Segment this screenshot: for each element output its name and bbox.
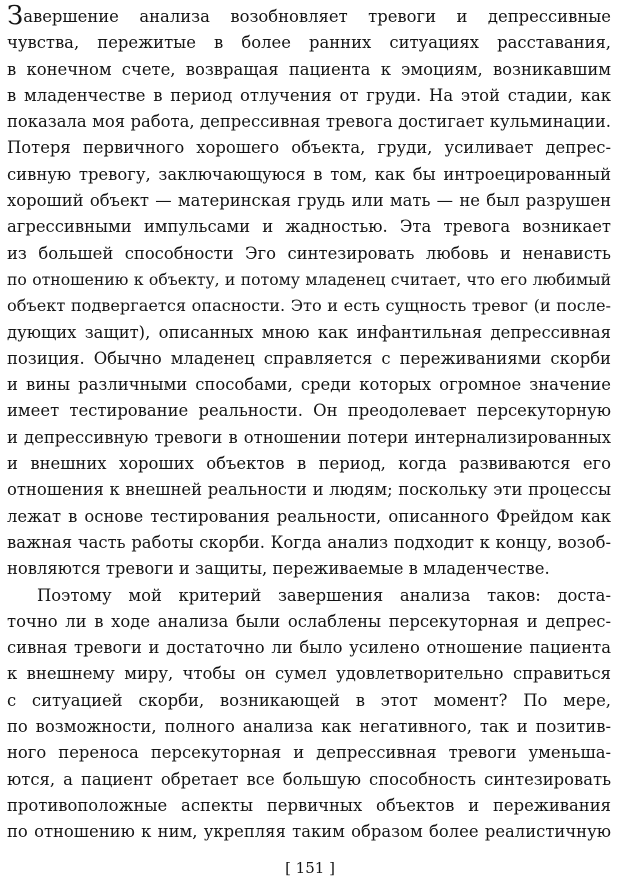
text-line: с ситуацией скорби, возникающей в этот момент? По мере, (7, 690, 611, 710)
text-line: и внешних хороших объектов в период, когда развиваются его (7, 454, 611, 474)
text-line: дующих защит), описанных мною как инфантильная депрессивная (7, 322, 611, 342)
text-line: Потеря первичного хорошего объекта, груди, усиливает депрес- (7, 138, 611, 158)
text-line: сивную тревогу, заключающуюся в том, как бы интроецированный (7, 164, 611, 184)
text-line: сивная тревоги и достаточно ли было усилено отношение пациента (7, 638, 611, 658)
paragraph-1-line-1 (7, 4, 611, 30)
text-line: точно ли в ходе анализа были ослаблены персекуторная и депрес- (7, 611, 611, 631)
text-line: по отношению к объекту, и потому младенец считает, что его любимый (7, 269, 611, 289)
text-line: и депрессивную тревоги в отношении потери интернализированных (7, 427, 611, 447)
text-line: Поэтому мой критерий завершения анализа таков: доста- (37, 585, 611, 605)
text-line: агрессивными импульсами и жадностью. Эта тревога возникает (7, 217, 611, 237)
drop-cap: З (7, 4, 24, 31)
text-line: отношения к внешней реальности и людям; поскольку эти процессы (7, 480, 611, 500)
text-line: в конечном счете, возвращая пациента к эмоциям, возникавшим (7, 59, 611, 79)
text-line: по возможности, полного анализа как негативного, так и позитив- (7, 717, 611, 737)
text-line: позиция. Обычно младенец справляется с переживаниями скорби (7, 348, 611, 368)
text-line: ются, а пациент обретает все большую способность синтезировать (7, 769, 611, 789)
text-line: противоположные аспекты первичных объектов и переживания (7, 795, 611, 815)
text-line: к внешнему миру, чтобы он сумел удовлетворительно справиться (7, 664, 611, 684)
text-line: ного переноса персекуторная и депрессивная тревоги уменьша- (7, 743, 611, 763)
text-line: новляются тревоги и защиты, переживаемые в младенчестве. (7, 559, 550, 579)
text-line: показала моя работа, депрессивная тревога достигает кульминации. (7, 112, 611, 132)
text-line: и вины различными способами, среди которых огромное значение (7, 375, 611, 395)
text-line: важная часть работы скорби. Когда анализ подходит к концу, возоб- (7, 532, 611, 552)
first-line-text: авершение анализа возобновляет тревоги и депрессивные (23, 7, 611, 26)
text-line: в младенчестве в период отлучения от груди. На этой стадии, как (7, 85, 611, 105)
text-line: лежат в основе тестирования реальности, описанного Фрейдом как (7, 506, 611, 526)
text-line: чувства, пережитые в более ранних ситуациях расставания, (7, 33, 611, 53)
text-line: объект подвергается опасности. Это и есть сущность тревог (и после- (7, 296, 611, 316)
text-line: из большей способности Эго синтезировать любовь и ненависть (7, 243, 611, 263)
body-text (7, 4, 611, 846)
text-line: по отношению к ним, укрепляя таким образом более реалистичную (7, 822, 611, 842)
text-line: имеет тестирование реальности. Он преодолевает персекуторную (7, 401, 611, 421)
text-line: хороший объект — материнская грудь или мать — не был разрушен (7, 191, 611, 211)
page-number: [ 151 ] (285, 859, 335, 877)
